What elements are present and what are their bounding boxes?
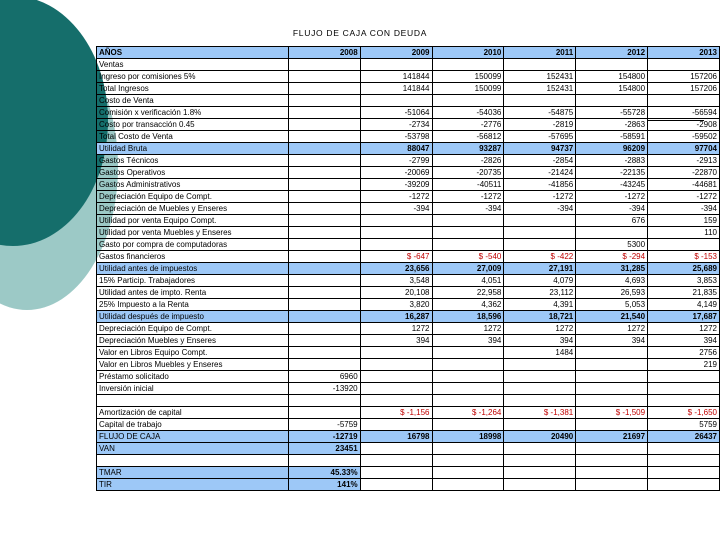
- row-value-cell[interactable]: 23,112: [504, 287, 576, 299]
- row-label-cell[interactable]: Costo de Venta: [97, 95, 289, 107]
- table-row: [97, 455, 720, 467]
- table-row: [97, 71, 720, 83]
- row-value-cell[interactable]: -56812: [432, 131, 504, 143]
- row-value-cell[interactable]: -1272: [648, 191, 720, 203]
- row-value-cell[interactable]: 22,958: [432, 287, 504, 299]
- table-row: [97, 203, 720, 215]
- row-label-cell[interactable]: Gastos Operativos: [97, 167, 289, 179]
- row-label-cell[interactable]: Depreciación Equipo de Compt.: [97, 191, 289, 203]
- row-value-cell[interactable]: [288, 59, 360, 71]
- table-row: [97, 95, 720, 107]
- row-label-cell[interactable]: Préstamo solicitado: [97, 371, 289, 383]
- row-value-cell[interactable]: [648, 239, 720, 251]
- row-value-cell[interactable]: [360, 215, 432, 227]
- table-row: [97, 143, 720, 155]
- row-value-cell[interactable]: [288, 395, 360, 407]
- row-value-cell[interactable]: $ -540: [432, 251, 504, 263]
- row-label-cell[interactable]: [97, 455, 289, 467]
- row-value-cell[interactable]: 5759: [648, 419, 720, 431]
- row-value-cell[interactable]: [576, 59, 648, 71]
- row-value-cell[interactable]: $ -294: [576, 251, 648, 263]
- row-value-cell[interactable]: [432, 347, 504, 359]
- row-value-cell[interactable]: -55728: [576, 107, 648, 119]
- row-value-cell[interactable]: 16,287: [360, 311, 432, 323]
- row-value-cell[interactable]: [504, 371, 576, 383]
- row-label-cell[interactable]: TIR: [97, 479, 289, 491]
- header-cell-year[interactable]: 2009: [360, 47, 432, 59]
- row-value-cell[interactable]: [576, 395, 648, 407]
- table-row: [97, 371, 720, 383]
- row-label-cell[interactable]: Utilidad Bruta: [97, 143, 289, 155]
- header-cell-year[interactable]: 2010: [432, 47, 504, 59]
- row-value-cell[interactable]: 1272: [360, 323, 432, 335]
- row-value-cell[interactable]: [504, 395, 576, 407]
- row-value-cell[interactable]: -53798: [360, 131, 432, 143]
- table-row: [97, 179, 720, 191]
- row-value-cell[interactable]: [360, 95, 432, 107]
- row-value-cell[interactable]: -56594: [648, 107, 720, 119]
- row-value-cell[interactable]: -1272: [432, 191, 504, 203]
- table-row: [97, 299, 720, 311]
- header-cell-year[interactable]: 2013: [648, 47, 720, 59]
- row-value-cell[interactable]: -2799: [360, 155, 432, 167]
- row-value-cell[interactable]: -394: [504, 203, 576, 215]
- row-value-cell[interactable]: 154800: [576, 83, 648, 95]
- row-value-cell[interactable]: [576, 227, 648, 239]
- header-cell-year[interactable]: 2011: [504, 47, 576, 59]
- row-value-cell[interactable]: -394: [648, 203, 720, 215]
- row-value-cell[interactable]: [432, 215, 504, 227]
- row-value-cell[interactable]: [504, 59, 576, 71]
- table-row: [97, 323, 720, 335]
- row-value-cell[interactable]: 157206: [648, 83, 720, 95]
- table-row: [97, 359, 720, 371]
- table-row: [97, 407, 720, 419]
- row-value-cell[interactable]: [576, 443, 648, 455]
- row-value-cell[interactable]: -54036: [432, 107, 504, 119]
- row-value-cell[interactable]: -394: [360, 203, 432, 215]
- row-label-cell[interactable]: Gastos Técnicos: [97, 155, 289, 167]
- row-value-cell[interactable]: [576, 383, 648, 395]
- row-value-cell[interactable]: [360, 455, 432, 467]
- row-value-cell[interactable]: [288, 275, 360, 287]
- row-label-cell[interactable]: Utilidad antes de impto. Renta: [97, 287, 289, 299]
- row-value-cell[interactable]: -58591: [576, 131, 648, 143]
- row-value-cell[interactable]: 394: [360, 335, 432, 347]
- row-value-cell[interactable]: [432, 467, 504, 479]
- table-row: [97, 167, 720, 179]
- row-value-cell[interactable]: 150099: [432, 83, 504, 95]
- row-value-cell[interactable]: [648, 479, 720, 491]
- row-value-cell[interactable]: [648, 395, 720, 407]
- row-value-cell[interactable]: [504, 239, 576, 251]
- row-value-cell[interactable]: [504, 455, 576, 467]
- row-value-cell[interactable]: 394: [576, 335, 648, 347]
- row-value-cell[interactable]: -2776: [432, 119, 504, 131]
- row-label-cell[interactable]: 25% Impuesto a la Renta: [97, 299, 289, 311]
- table-row: [97, 251, 720, 263]
- page-title: FLUJO DE CAJA CON DEUDA: [292, 28, 428, 38]
- row-value-cell[interactable]: [360, 239, 432, 251]
- row-value-cell[interactable]: -13920: [288, 383, 360, 395]
- row-value-cell[interactable]: $ -1,156: [360, 407, 432, 419]
- row-value-cell[interactable]: [576, 467, 648, 479]
- table-header-row: [97, 47, 720, 59]
- row-value-cell[interactable]: 394: [504, 335, 576, 347]
- row-value-cell[interactable]: [288, 71, 360, 83]
- row-value-cell[interactable]: $ -1,650: [648, 407, 720, 419]
- row-value-cell[interactable]: 5300: [576, 239, 648, 251]
- table-row: [97, 191, 720, 203]
- table-row: [97, 311, 720, 323]
- table-row: [97, 335, 720, 347]
- row-value-cell[interactable]: -2883: [576, 155, 648, 167]
- row-value-cell[interactable]: [360, 479, 432, 491]
- row-value-cell[interactable]: 20,108: [360, 287, 432, 299]
- row-value-cell[interactable]: [648, 443, 720, 455]
- row-value-cell[interactable]: $ -1,264: [432, 407, 504, 419]
- table-row: [97, 275, 720, 287]
- row-value-cell[interactable]: [576, 479, 648, 491]
- row-value-cell[interactable]: $ -647: [360, 251, 432, 263]
- row-value-cell[interactable]: [288, 323, 360, 335]
- row-value-cell[interactable]: 5,053: [576, 299, 648, 311]
- row-value-cell[interactable]: [288, 191, 360, 203]
- row-value-cell[interactable]: -1272: [504, 191, 576, 203]
- row-value-cell[interactable]: [360, 359, 432, 371]
- row-value-cell[interactable]: 159: [648, 215, 720, 227]
- table-row: [97, 107, 720, 119]
- row-label-cell[interactable]: Valor en Libros Muebles y Enseres: [97, 359, 289, 371]
- row-value-cell[interactable]: [360, 395, 432, 407]
- row-value-cell[interactable]: [504, 419, 576, 431]
- row-value-cell[interactable]: [360, 383, 432, 395]
- row-value-cell[interactable]: 157206: [648, 71, 720, 83]
- row-label-cell[interactable]: Depreciación de Muebles y Enseres: [97, 203, 289, 215]
- row-value-cell[interactable]: -2863: [576, 119, 648, 131]
- row-label-cell[interactable]: [97, 395, 289, 407]
- row-value-cell[interactable]: -44681: [648, 179, 720, 191]
- row-label-cell[interactable]: Utilidad antes de impuestos: [97, 263, 289, 275]
- row-value-cell[interactable]: [288, 407, 360, 419]
- row-value-cell[interactable]: [288, 131, 360, 143]
- row-value-cell[interactable]: [288, 95, 360, 107]
- row-label-cell[interactable]: Gasto por compra de computadoras: [97, 239, 289, 251]
- row-value-cell[interactable]: 394: [648, 335, 720, 347]
- row-value-cell[interactable]: [360, 419, 432, 431]
- row-value-cell[interactable]: [504, 359, 576, 371]
- row-value-cell[interactable]: [504, 95, 576, 107]
- row-value-cell[interactable]: 3,853: [648, 275, 720, 287]
- row-value-cell[interactable]: 16798: [360, 431, 432, 443]
- table-row: [97, 347, 720, 359]
- table-row: [97, 479, 720, 491]
- row-value-cell[interactable]: [288, 167, 360, 179]
- row-value-cell[interactable]: -2819: [504, 119, 576, 131]
- row-value-cell[interactable]: [648, 455, 720, 467]
- table-row: [97, 215, 720, 227]
- row-value-cell[interactable]: -59502: [648, 131, 720, 143]
- row-value-cell[interactable]: [288, 347, 360, 359]
- row-value-cell[interactable]: -22870: [648, 167, 720, 179]
- row-value-cell[interactable]: [288, 119, 360, 131]
- row-value-cell[interactable]: -2908: [648, 119, 720, 131]
- row-value-cell[interactable]: [432, 95, 504, 107]
- row-value-cell[interactable]: [648, 59, 720, 71]
- row-value-cell[interactable]: 17,687: [648, 311, 720, 323]
- row-label-cell[interactable]: Utilidad después de impuesto: [97, 311, 289, 323]
- row-value-cell[interactable]: [360, 371, 432, 383]
- row-value-cell[interactable]: 4,079: [504, 275, 576, 287]
- table-row: [97, 59, 720, 71]
- row-value-cell[interactable]: 4,051: [432, 275, 504, 287]
- row-label-cell[interactable]: Capital de trabajo: [97, 419, 289, 431]
- row-value-cell[interactable]: [576, 455, 648, 467]
- row-value-cell[interactable]: [288, 155, 360, 167]
- row-value-cell[interactable]: 26,593: [576, 287, 648, 299]
- row-value-cell[interactable]: 23451: [288, 443, 360, 455]
- row-value-cell[interactable]: 27,191: [504, 263, 576, 275]
- row-value-cell[interactable]: [432, 371, 504, 383]
- row-value-cell[interactable]: 4,362: [432, 299, 504, 311]
- table-row: [97, 227, 720, 239]
- row-value-cell[interactable]: 676: [576, 215, 648, 227]
- row-value-cell[interactable]: 20490: [504, 431, 576, 443]
- row-value-cell[interactable]: [288, 299, 360, 311]
- row-value-cell[interactable]: [360, 59, 432, 71]
- row-value-cell[interactable]: [288, 263, 360, 275]
- row-value-cell[interactable]: 1272: [504, 323, 576, 335]
- row-value-cell[interactable]: $ -1,381: [504, 407, 576, 419]
- row-value-cell[interactable]: [648, 383, 720, 395]
- row-value-cell[interactable]: [504, 383, 576, 395]
- row-value-cell[interactable]: -41856: [504, 179, 576, 191]
- row-label-cell[interactable]: Amortización de capital: [97, 407, 289, 419]
- row-value-cell[interactable]: [360, 227, 432, 239]
- row-label-cell[interactable]: Comisión x verificación 1.8%: [97, 107, 289, 119]
- row-label-cell[interactable]: Utilidad por venta Muebles y Enseres: [97, 227, 289, 239]
- row-value-cell[interactable]: 2756: [648, 347, 720, 359]
- row-value-cell[interactable]: [432, 227, 504, 239]
- row-value-cell[interactable]: 23,656: [360, 263, 432, 275]
- row-value-cell[interactable]: [432, 455, 504, 467]
- row-label-cell[interactable]: 15% Particip. Trabajadores: [97, 275, 289, 287]
- table-row: [97, 155, 720, 167]
- row-value-cell[interactable]: [648, 95, 720, 107]
- row-value-cell[interactable]: [288, 251, 360, 263]
- row-label-cell[interactable]: Ingreso por comisiones 5%: [97, 71, 289, 83]
- row-value-cell[interactable]: 3,548: [360, 275, 432, 287]
- row-value-cell[interactable]: [288, 215, 360, 227]
- row-value-cell[interactable]: [288, 335, 360, 347]
- row-value-cell[interactable]: -2734: [360, 119, 432, 131]
- row-value-cell[interactable]: [432, 239, 504, 251]
- row-label-cell[interactable]: Depreciación Equipo de Compt.: [97, 323, 289, 335]
- row-value-cell[interactable]: 45.33%: [288, 467, 360, 479]
- row-value-cell[interactable]: [576, 359, 648, 371]
- header-cell-year[interactable]: 2012: [576, 47, 648, 59]
- row-value-cell[interactable]: 152431: [504, 71, 576, 83]
- row-value-cell[interactable]: -2854: [504, 155, 576, 167]
- row-value-cell[interactable]: -21424: [504, 167, 576, 179]
- row-label-cell[interactable]: Depreciación Muebles y Enseres: [97, 335, 289, 347]
- row-value-cell[interactable]: -5759: [288, 419, 360, 431]
- row-value-cell[interactable]: [288, 455, 360, 467]
- row-value-cell[interactable]: [288, 239, 360, 251]
- row-value-cell[interactable]: [432, 383, 504, 395]
- row-value-cell[interactable]: 4,149: [648, 299, 720, 311]
- row-value-cell[interactable]: -2913: [648, 155, 720, 167]
- row-value-cell[interactable]: 219: [648, 359, 720, 371]
- row-value-cell[interactable]: [504, 479, 576, 491]
- row-value-cell[interactable]: 6960: [288, 371, 360, 383]
- row-value-cell[interactable]: 96209: [576, 143, 648, 155]
- row-value-cell[interactable]: [576, 371, 648, 383]
- row-value-cell[interactable]: [432, 419, 504, 431]
- row-value-cell[interactable]: [432, 395, 504, 407]
- row-value-cell[interactable]: -2826: [432, 155, 504, 167]
- row-value-cell[interactable]: [288, 287, 360, 299]
- row-label-cell[interactable]: Ventas: [97, 59, 289, 71]
- row-value-cell[interactable]: $ -422: [504, 251, 576, 263]
- row-value-cell[interactable]: 110: [648, 227, 720, 239]
- row-label-cell[interactable]: VAN: [97, 443, 289, 455]
- row-value-cell[interactable]: 88047: [360, 143, 432, 155]
- row-value-cell[interactable]: 97704: [648, 143, 720, 155]
- row-value-cell[interactable]: [360, 347, 432, 359]
- row-value-cell[interactable]: [288, 83, 360, 95]
- row-value-cell[interactable]: 1272: [648, 323, 720, 335]
- row-value-cell[interactable]: [288, 359, 360, 371]
- row-value-cell[interactable]: 18998: [432, 431, 504, 443]
- row-value-cell[interactable]: 152431: [504, 83, 576, 95]
- table-row: [97, 419, 720, 431]
- row-value-cell[interactable]: -39209: [360, 179, 432, 191]
- row-value-cell[interactable]: [504, 227, 576, 239]
- row-label-cell[interactable]: FLUJO DE CAJA: [97, 431, 289, 443]
- row-value-cell[interactable]: [432, 359, 504, 371]
- row-value-cell[interactable]: -394: [576, 203, 648, 215]
- row-value-cell[interactable]: 26437: [648, 431, 720, 443]
- row-value-cell[interactable]: 154800: [576, 71, 648, 83]
- row-value-cell[interactable]: [648, 371, 720, 383]
- row-value-cell[interactable]: 1484: [504, 347, 576, 359]
- row-value-cell[interactable]: 141%: [288, 479, 360, 491]
- row-label-cell[interactable]: Valor en Libros Equipo Compt.: [97, 347, 289, 359]
- table-row: [97, 431, 720, 443]
- row-value-cell[interactable]: -40511: [432, 179, 504, 191]
- header-cell-label[interactable]: AÑOS: [97, 47, 289, 59]
- row-value-cell[interactable]: [504, 215, 576, 227]
- row-value-cell[interactable]: 93287: [432, 143, 504, 155]
- row-value-cell[interactable]: 25,689: [648, 263, 720, 275]
- table-row: [97, 443, 720, 455]
- row-value-cell[interactable]: -57695: [504, 131, 576, 143]
- row-value-cell[interactable]: 4,693: [576, 275, 648, 287]
- row-value-cell[interactable]: $ -1,509: [576, 407, 648, 419]
- row-value-cell[interactable]: 21697: [576, 431, 648, 443]
- row-value-cell[interactable]: $ -153: [648, 251, 720, 263]
- row-value-cell[interactable]: [288, 227, 360, 239]
- table-row: [97, 383, 720, 395]
- row-value-cell[interactable]: -394: [432, 203, 504, 215]
- row-value-cell[interactable]: [504, 467, 576, 479]
- row-value-cell[interactable]: 94737: [504, 143, 576, 155]
- row-label-cell[interactable]: Total Costo de Venta: [97, 131, 289, 143]
- row-value-cell[interactable]: 1272: [576, 323, 648, 335]
- row-value-cell[interactable]: -22135: [576, 167, 648, 179]
- table-row: [97, 131, 720, 143]
- row-value-cell[interactable]: [576, 419, 648, 431]
- row-value-cell[interactable]: [432, 443, 504, 455]
- row-value-cell[interactable]: [576, 347, 648, 359]
- row-value-cell[interactable]: -51064: [360, 107, 432, 119]
- row-value-cell[interactable]: 31,285: [576, 263, 648, 275]
- row-label-cell[interactable]: TMAR: [97, 467, 289, 479]
- table-row: [97, 239, 720, 251]
- row-value-cell[interactable]: 3,820: [360, 299, 432, 311]
- row-value-cell[interactable]: [360, 443, 432, 455]
- row-value-cell[interactable]: [432, 59, 504, 71]
- row-value-cell[interactable]: [648, 467, 720, 479]
- cash-flow-table: [96, 46, 720, 491]
- row-value-cell[interactable]: 27,009: [432, 263, 504, 275]
- row-value-cell[interactable]: -20069: [360, 167, 432, 179]
- row-label-cell[interactable]: Gastos financieros: [97, 251, 289, 263]
- table-body: [97, 47, 720, 491]
- row-label-cell[interactable]: Inversión inicial: [97, 383, 289, 395]
- row-value-cell[interactable]: 21,835: [648, 287, 720, 299]
- table-row: [97, 395, 720, 407]
- row-value-cell[interactable]: -54875: [504, 107, 576, 119]
- row-value-cell[interactable]: -12719: [288, 431, 360, 443]
- table-row: [97, 467, 720, 479]
- row-value-cell[interactable]: [288, 107, 360, 119]
- table-row: [97, 263, 720, 275]
- row-value-cell[interactable]: 141844: [360, 71, 432, 83]
- table-row: [97, 287, 720, 299]
- row-value-cell[interactable]: 18,721: [504, 311, 576, 323]
- row-value-cell[interactable]: 18,596: [432, 311, 504, 323]
- row-value-cell[interactable]: [288, 203, 360, 215]
- table-row: [97, 119, 720, 131]
- row-label-cell[interactable]: Costo por transacción 0.45: [97, 119, 289, 131]
- row-value-cell[interactable]: -20735: [432, 167, 504, 179]
- header-cell-year[interactable]: 2008: [288, 47, 360, 59]
- row-label-cell[interactable]: Total Ingresos: [97, 83, 289, 95]
- row-value-cell[interactable]: [288, 311, 360, 323]
- row-label-cell[interactable]: Gastos Administrativos: [97, 179, 289, 191]
- row-value-cell[interactable]: 141844: [360, 83, 432, 95]
- row-value-cell[interactable]: [504, 443, 576, 455]
- row-value-cell[interactable]: [432, 479, 504, 491]
- row-value-cell[interactable]: 21,540: [576, 311, 648, 323]
- row-value-cell[interactable]: 1272: [432, 323, 504, 335]
- row-value-cell[interactable]: [288, 179, 360, 191]
- row-value-cell[interactable]: [288, 143, 360, 155]
- row-value-cell[interactable]: 150099: [432, 71, 504, 83]
- row-value-cell[interactable]: [576, 95, 648, 107]
- row-label-cell[interactable]: Utilidad por venta Equipo Compt.: [97, 215, 289, 227]
- row-value-cell[interactable]: 4,391: [504, 299, 576, 311]
- row-value-cell[interactable]: [360, 467, 432, 479]
- table-row: [97, 83, 720, 95]
- row-value-cell[interactable]: 394: [432, 335, 504, 347]
- row-value-cell[interactable]: -1272: [360, 191, 432, 203]
- row-value-cell[interactable]: -43245: [576, 179, 648, 191]
- row-value-cell[interactable]: -1272: [576, 191, 648, 203]
